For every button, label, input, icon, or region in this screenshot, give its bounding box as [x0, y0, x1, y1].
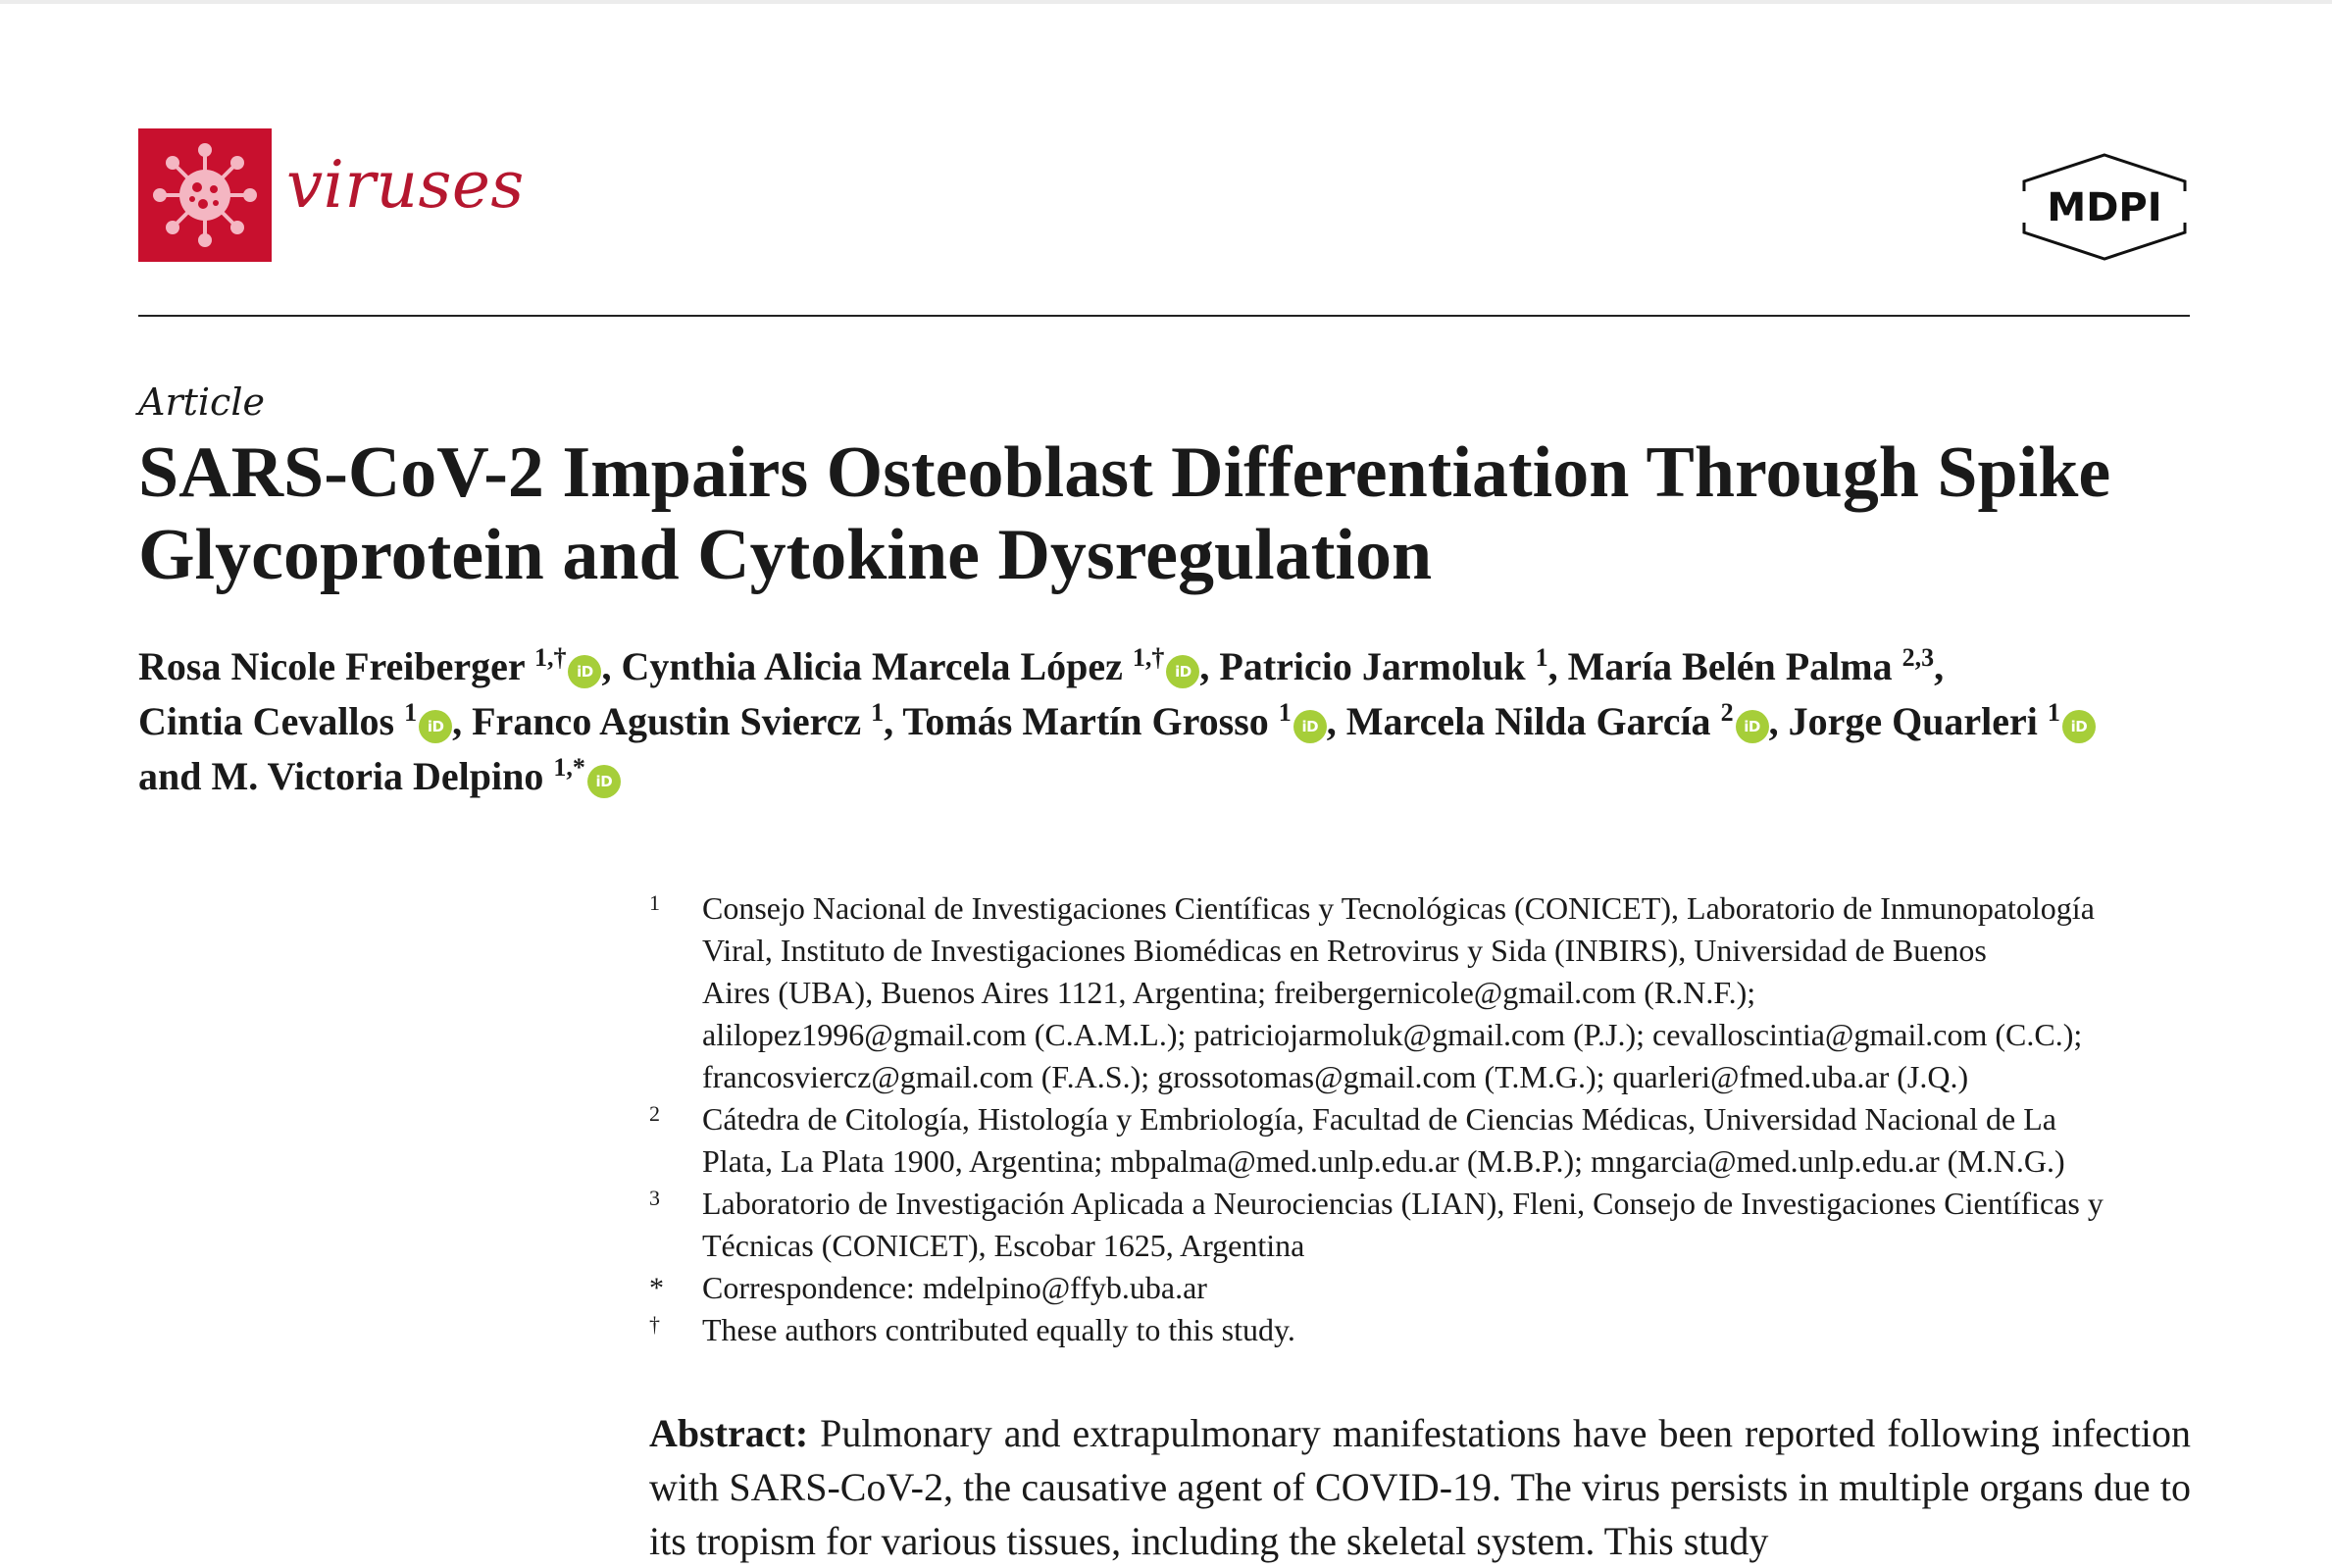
author-name: Cynthia Alicia Marcela López — [621, 644, 1133, 688]
orcid-icon[interactable]: iD — [1736, 710, 1769, 743]
orcid-icon[interactable]: iD — [1166, 655, 1199, 688]
orcid-icon[interactable]: iD — [568, 655, 601, 688]
affiliation-line: Viral, Instituto de Investigaciones Biomédicas en Retrovirus y Sida (INBIRS), Universidad de Buenos — [702, 933, 1987, 968]
abstract-text: Pulmonary and extrapulmonary manifestations have been reported following infection with SARS-CoV-2, the causative agent of COVID-19. The virus persists in multiple organs due to its tropism for various tissues, including the skeletal system. This study — [649, 1411, 2191, 1563]
author-name: Patricio Jarmoluk — [1219, 644, 1536, 688]
author-affiliation-marker: 1,† — [533, 643, 567, 672]
author-affiliation-marker: 1 — [871, 698, 885, 727]
affiliation-line: Plata, La Plata 1900, Argentina; mbpalma@med.unlp.edu.ar (M.B.P.); mngarcia@med.unlp.edu.ar (M.N.G.) — [702, 1143, 2065, 1179]
orcid-icon[interactable]: iD — [587, 765, 621, 798]
affiliation-line: Técnicas (CONICET), Escobar 1625, Argentina — [702, 1228, 1305, 1263]
top-border — [0, 0, 2332, 4]
affiliation-item — [645, 1183, 2195, 1267]
orcid-icon[interactable]: iD — [1293, 710, 1327, 743]
orcid-icon[interactable]: iD — [419, 710, 452, 743]
abstract-label: Abstract: — [649, 1411, 809, 1455]
publisher-name: MDPI — [2047, 185, 2162, 230]
affiliation-item — [645, 1267, 2195, 1309]
author-separator: , — [601, 644, 622, 688]
author-affiliation-marker: 1 — [1278, 698, 1292, 727]
author-affiliation-marker: 1 — [404, 698, 418, 727]
affiliation-line: Laboratorio de Investigación Aplicada a Neurociencias (LIAN), Fleni, Consejo de Investigaciones Científicas y — [702, 1186, 2104, 1221]
affiliation-marker: * — [649, 1272, 664, 1304]
author-affiliation-marker: 1,* — [553, 753, 585, 782]
header-rule — [138, 315, 2190, 317]
author-name: Cintia Cevallos — [138, 699, 405, 743]
author-affiliation-marker: 2,3 — [1901, 643, 1935, 672]
affiliation-marker: 1 — [649, 890, 660, 915]
author-affiliation-marker: 1 — [1535, 643, 1548, 672]
affiliation-marker: 3 — [649, 1186, 660, 1210]
author-name: Jorge Quarleri — [1788, 699, 2048, 743]
author-separator: , — [1326, 699, 1346, 743]
article-type: Article — [138, 380, 265, 424]
orcid-icon[interactable]: iD — [2062, 710, 2096, 743]
affiliation-line: Consejo Nacional de Investigaciones Científicas y Tecnológicas (CONICET), Laboratorio de Inmunopatología — [702, 890, 2095, 926]
author-affiliation-marker: 1,† — [1132, 643, 1165, 672]
affiliations — [645, 887, 2195, 1351]
author-separator: , — [1547, 644, 1568, 688]
affiliation-line: Cátedra de Citología, Histología y Embriología, Facultad de Ciencias Médicas, Universidad Nacional de La — [702, 1101, 2056, 1137]
article-title: SARS-CoV-2 Impairs Osteoblast Differentiation Through Spike Glycoprotein and Cytokine Dysregulation — [138, 432, 2111, 595]
abstract — [649, 1406, 2191, 1568]
author-affiliation-marker: 1 — [2047, 698, 2060, 727]
affiliation-marker: † — [649, 1312, 660, 1337]
affiliation-item — [645, 887, 2195, 1098]
affiliation-line: These authors contributed equally to this study. — [702, 1312, 1295, 1347]
journal-logo — [138, 128, 272, 262]
author-separator: , — [452, 699, 473, 743]
author-name: Rosa Nicole Freiberger — [138, 644, 534, 688]
affiliation-line: Aires (UBA), Buenos Aires 1121, Argentina; freibergernicole@gmail.com (R.N.F.); — [702, 975, 1756, 1010]
author-separator: , — [884, 699, 903, 743]
affiliation-line: francosviercz@gmail.com (F.A.S.); grossotomas@gmail.com (T.M.G.); quarleri@fmed.uba.ar (J.Q.) — [702, 1059, 1969, 1094]
affiliation-marker: 2 — [649, 1101, 660, 1126]
author-name: Franco Agustin Sviercz — [472, 699, 872, 743]
author-separator: , — [1199, 644, 1220, 688]
author-separator: , — [1934, 644, 1945, 688]
author-name: María Belén Palma — [1567, 644, 1902, 688]
virus-icon — [138, 128, 272, 262]
affiliation-item — [645, 1309, 2195, 1351]
author-name: Tomás Martín Grosso — [902, 699, 1279, 743]
author-name: Marcela Nilda García — [1345, 699, 1721, 743]
author-list — [138, 639, 2217, 804]
author-separator: , — [1768, 699, 1789, 743]
affiliation-item — [645, 1098, 2195, 1183]
affiliation-line: alilopez1996@gmail.com (C.A.M.L.); patriciojarmoluk@gmail.com (P.J.); cevalloscintia@gmail.com (C.C.); — [702, 1017, 2083, 1052]
affiliation-line: Correspondence: mdelpino@ffyb.uba.ar — [702, 1270, 1207, 1305]
mdpi-logo — [2018, 152, 2191, 262]
journal-name: viruses — [286, 147, 525, 223]
author-affiliation-marker: 2 — [1720, 698, 1734, 727]
author-name: and M. Victoria Delpino — [138, 754, 554, 798]
